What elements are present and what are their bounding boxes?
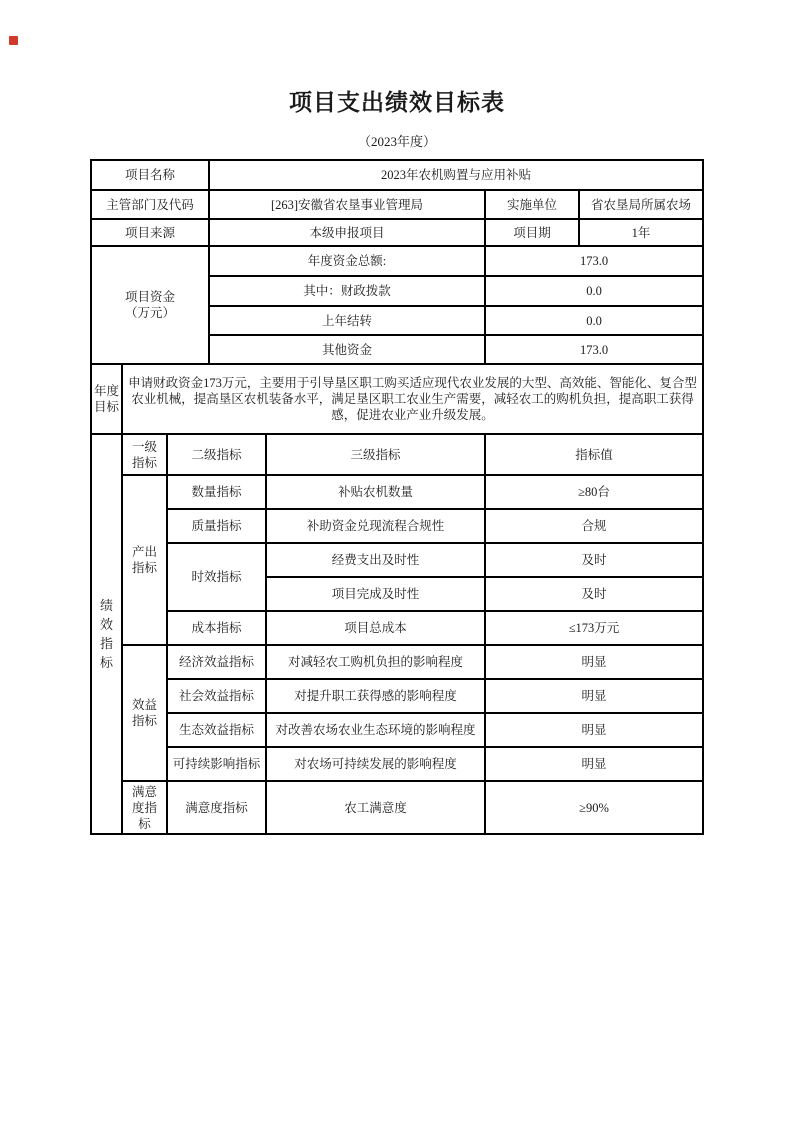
row-annual-goal [91, 364, 703, 434]
output-group-label-text: 产出指标 [131, 545, 157, 575]
indicator-row [91, 713, 703, 747]
indicator-value-cell: 合规 [485, 509, 703, 543]
header-level1 [122, 434, 167, 475]
project-name-label: 项目名称 [91, 160, 209, 190]
indicator-value-cell: 明显 [485, 713, 703, 747]
row-funds-total [91, 246, 703, 276]
page-subtitle: （2023年度） [357, 134, 436, 149]
indicator-row [91, 543, 703, 577]
funds-total-value: 173.0 [485, 246, 703, 276]
indicator-level3-cell: 对农场可持续发展的影响程度 [266, 747, 485, 781]
header-level1-text: 一级指标 [131, 439, 157, 470]
indicator-level2-cell: 社会效益指标 [167, 679, 266, 713]
indicator-level3-cell: 补助资金兑现流程合规性 [266, 509, 485, 543]
annual-goal-label [91, 364, 122, 434]
period-label: 项目期 [485, 219, 579, 246]
row-indicator-header [91, 434, 703, 475]
indicator-value-cell: 明显 [485, 747, 703, 781]
indicator-level2-cell: 满意度指标 [167, 781, 266, 834]
performance-group-label-text: 绩效指标 [99, 598, 113, 670]
funds-carryover-label: 上年结转 [209, 306, 485, 335]
indicator-row [91, 475, 703, 509]
indicator-row [91, 781, 703, 834]
benefit-group-label [122, 645, 167, 781]
output-group-label [122, 475, 167, 645]
funds-fiscal-label: 其中：财政拨款 [209, 276, 485, 306]
impl-unit-value: 省农垦局所属农场 [579, 190, 703, 219]
row-dept [91, 190, 703, 219]
indicator-level3-cell: 农工满意度 [266, 781, 485, 834]
indicator-value-cell: ≥90% [485, 781, 703, 834]
indicator-level3-cell: 经费支出及时性 [266, 543, 485, 577]
funds-other-label: 其他资金 [209, 335, 485, 364]
funds-carryover-value: 0.0 [485, 306, 703, 335]
funds-group-label-line2: （万元） [124, 306, 175, 320]
indicator-level3-cell: 对提升职工获得感的影响程度 [266, 679, 485, 713]
indicator-level3-cell: 对改善农场农业生态环境的影响程度 [266, 713, 485, 747]
dept-value: [263]安徽省农垦事业管理局 [209, 190, 485, 219]
impl-unit-label: 实施单位 [485, 190, 579, 219]
red-corner-mark [9, 36, 18, 45]
header-level2: 二级指标 [167, 434, 266, 475]
satisfaction-group-label [122, 781, 167, 834]
indicator-row [91, 611, 703, 645]
header-level3: 三级指标 [266, 434, 485, 475]
page-title: 项目支出绩效目标表 [289, 90, 505, 115]
indicator-level2-cell: 经济效益指标 [167, 645, 266, 679]
indicator-row [91, 509, 703, 543]
indicator-row [91, 747, 703, 781]
indicator-level3-cell: 项目完成及时性 [266, 577, 485, 611]
indicator-level2-cell: 成本指标 [167, 611, 266, 645]
source-label: 项目来源 [91, 219, 209, 246]
row-project-name [91, 160, 703, 190]
dept-label: 主管部门及代码 [91, 190, 209, 219]
indicator-row [91, 645, 703, 679]
indicator-level2-cell: 质量指标 [167, 509, 266, 543]
satisfaction-group-label-text: 满意度指标 [131, 784, 157, 831]
annual-goal-text: 申请财政资金173万元，主要用于引导垦区职工购买适应现代农业发展的大型、高效能、智能化、复合型农业机械，提高垦区农机装备水平，满足垦区职工农业生产需要，减轻农工的购机负担，提高职工获得感，促进农业产业升级发展。 [122, 364, 703, 434]
indicator-level2-cell: 可持续影响指标 [167, 747, 266, 781]
benefit-group-label-text: 效益指标 [131, 698, 157, 728]
indicator-value-cell: 及时 [485, 577, 703, 611]
indicator-level2-cell: 数量指标 [167, 475, 266, 509]
funds-group-label [91, 246, 209, 364]
funds-other-value: 173.0 [485, 335, 703, 364]
annual-goal-label-text: 年度目标 [93, 384, 119, 414]
indicator-value-cell: 及时 [485, 543, 703, 577]
indicator-level2-cell: 生态效益指标 [167, 713, 266, 747]
indicator-level2-cell: 时效指标 [167, 543, 266, 611]
funds-total-label: 年度资金总额: [209, 246, 485, 276]
header-value: 指标值 [485, 434, 703, 475]
performance-target-table [90, 159, 704, 835]
indicator-value-cell: ≥80台 [485, 475, 703, 509]
indicator-level3-cell: 补贴农机数量 [266, 475, 485, 509]
indicator-level3-cell: 对减轻农工购机负担的影响程度 [266, 645, 485, 679]
funds-fiscal-value: 0.0 [485, 276, 703, 306]
period-value: 1年 [579, 219, 703, 246]
row-source [91, 219, 703, 246]
funds-group-label-line1: 项目资金 [124, 290, 175, 304]
performance-group-label [91, 434, 122, 834]
source-value: 本级申报项目 [209, 219, 485, 246]
indicator-value-cell: 明显 [485, 645, 703, 679]
project-name-value: 2023年农机购置与应用补贴 [209, 160, 703, 190]
indicator-row [91, 679, 703, 713]
indicator-value-cell: 明显 [485, 679, 703, 713]
indicator-level3-cell: 项目总成本 [266, 611, 485, 645]
indicator-value-cell: ≤173万元 [485, 611, 703, 645]
